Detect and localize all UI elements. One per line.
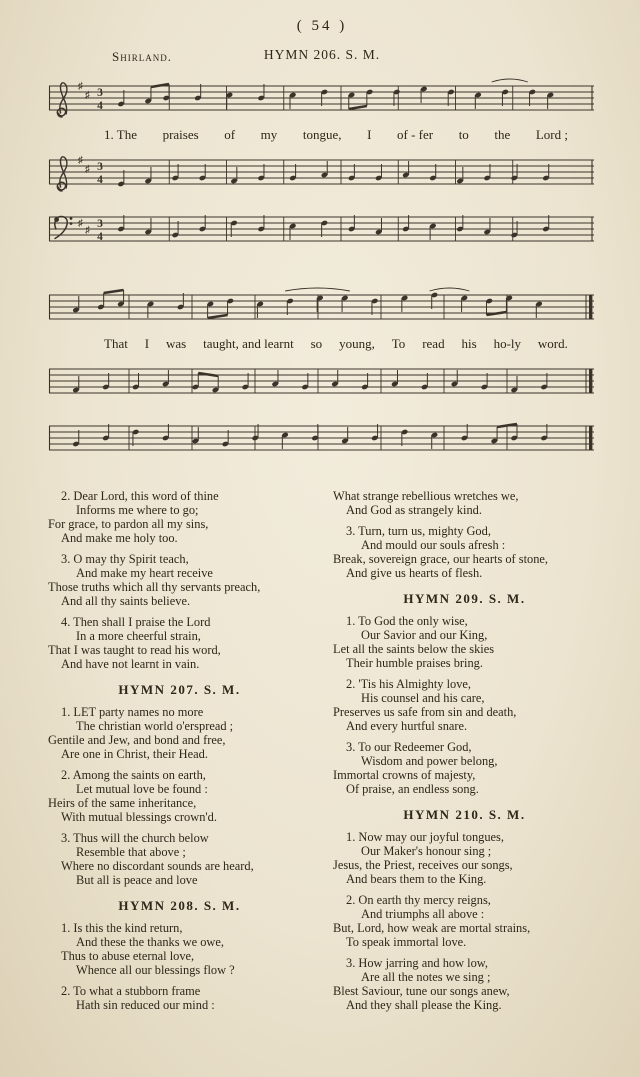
lyric-syllable: I	[367, 127, 372, 142]
verse-line: The christian world o'erspread ;	[76, 719, 234, 733]
verse-line: 1. LET party names no more	[61, 705, 204, 719]
music-score	[48, 71, 596, 467]
time-signature: 3	[97, 87, 103, 99]
verse-line: Thus to abuse eternal love,	[61, 949, 195, 963]
sharp-icon: ♯	[78, 155, 83, 166]
sharp-icon: ♯	[85, 90, 90, 101]
verse-line: Are all the notes we sing ;	[361, 970, 491, 984]
verse-line: And every hurtful snare.	[346, 719, 468, 733]
lyric-syllable: praises	[162, 127, 199, 142]
verse	[333, 677, 596, 733]
melody-staff	[48, 71, 596, 127]
verse-line: Gentile and Jew, and bond and free,	[48, 733, 226, 747]
verse-line: Preserves us safe from sin and death,	[333, 705, 517, 719]
verse-line: And God as strangely kind.	[346, 503, 482, 517]
time-signature: 4	[97, 100, 103, 112]
verse	[333, 956, 596, 1012]
verse	[48, 921, 311, 977]
verse-line: Those truths which all thy servants preach,	[48, 580, 261, 594]
lyric-syllable: That	[104, 336, 128, 351]
music-staff-graphic	[48, 280, 596, 336]
lyric-syllable: 1. The	[104, 127, 137, 142]
verse	[48, 984, 311, 1012]
verse	[48, 831, 311, 887]
music-staff-graphic	[48, 411, 596, 467]
lyric-syllable: of - fer	[397, 127, 434, 142]
sharp-icon: ♯	[85, 164, 90, 175]
verse-line: And all thy saints believe.	[61, 594, 191, 608]
verse-line: 3. How jarring and how low,	[346, 956, 489, 970]
music-system-2	[48, 280, 596, 467]
verse-line: And bears them to the King.	[346, 872, 487, 886]
score-header	[48, 47, 596, 67]
lyric-syllable: to	[458, 127, 469, 142]
verse-line: What strange rebellious wretches we,	[333, 489, 519, 503]
music-system-1	[48, 71, 596, 258]
page-number: ( 54 )	[296, 18, 348, 34]
time-signature: 4	[97, 174, 103, 186]
verse-line: 3. Thus will the church below	[61, 831, 209, 845]
verse-line: And triumphs all above :	[361, 907, 485, 921]
verse	[333, 614, 596, 670]
verse-line: Jesus, the Priest, receives our songs,	[333, 858, 513, 872]
lyric-syllable: To	[391, 336, 406, 351]
verse-line: 1. To God the only wise,	[346, 614, 468, 628]
verse-line: Immortal crowns of majesty,	[333, 768, 476, 782]
lyric-syllable: young,	[339, 336, 375, 351]
lyric-syllable: so	[310, 336, 323, 351]
verse-line: Hath sin reduced our mind :	[76, 998, 215, 1012]
verse-line: 2. To what a stubborn frame	[61, 984, 201, 998]
verse-line: That I was taught to read his word,	[48, 643, 221, 657]
verse-line: Resemble that above ;	[76, 845, 186, 859]
verse	[333, 489, 596, 517]
verse-line: Whence all our blessings flow ?	[76, 963, 235, 977]
alto-staff	[48, 354, 596, 410]
verse-line: To speak immortal love.	[346, 935, 467, 949]
verse-line: Let all the saints below the skies	[333, 642, 495, 656]
verse-line: Heirs of the same inheritance,	[48, 796, 197, 810]
verse-line: Blest Saviour, tune our songs anew,	[333, 984, 510, 998]
verse-line: And give us hearts of flesh.	[346, 566, 483, 580]
sharp-icon: ♯	[78, 81, 83, 92]
bass-staff	[48, 411, 596, 467]
verse	[333, 740, 596, 796]
lyric-syllable: tongue,	[302, 127, 342, 142]
verse	[333, 893, 596, 949]
verse-line: Informs me where to go;	[76, 503, 199, 517]
verse-line: And make me holy too.	[61, 531, 178, 545]
bass-staff	[48, 202, 596, 258]
verse-line: And have not learnt in vain.	[61, 657, 200, 671]
tune-name: Shirland.	[112, 49, 172, 64]
verse-line: And make my heart receive	[76, 566, 213, 580]
verse-line: Let mutual love be found :	[76, 782, 208, 796]
verse-line: 2. 'Tis his Almighty love,	[346, 677, 472, 691]
music-staff-graphic	[48, 71, 596, 127]
verse-line: But, Lord, how weak are mortal strains,	[333, 921, 531, 935]
verse-line: Of praise, an endless song.	[346, 782, 479, 796]
time-signature: 3	[97, 161, 103, 173]
lyric-line-1	[48, 126, 596, 143]
time-signature: 4	[97, 231, 103, 243]
verse-line: Their humble praises bring.	[346, 656, 483, 670]
hymn-heading: HYMN 209. S. M.	[403, 591, 526, 606]
lyric-syllable: of	[224, 127, 236, 142]
verse-line: 1. Is this the kind return,	[61, 921, 183, 935]
verse-line: 2. Dear Lord, this word of thine	[61, 489, 219, 503]
music-staff-graphic	[48, 354, 596, 410]
treble-clef-icon	[57, 157, 67, 191]
verse	[333, 524, 596, 580]
hymn-text-columns	[48, 489, 596, 1019]
alto-staff	[48, 145, 596, 201]
verse-line: With mutual blessings crown'd.	[61, 810, 217, 824]
verse-line: 2. Among the saints on earth,	[61, 768, 206, 782]
verse	[48, 705, 311, 761]
verse-line: 1. Now may our joyful tongues,	[346, 830, 504, 844]
verse-line: 3. Turn, turn us, mighty God,	[346, 524, 491, 538]
lyric-syllable: word.	[537, 336, 568, 351]
lyric-syllable: was	[165, 336, 187, 351]
verse-line: But all is peace and love	[76, 873, 198, 887]
lyric-syllable: I	[144, 336, 150, 351]
verse-line: 3. O may thy Spirit teach,	[61, 552, 189, 566]
lyric-syllable: ho-ly	[493, 336, 522, 351]
verse-line: Wisdom and power belong,	[361, 754, 498, 768]
verse	[48, 489, 311, 545]
column-left	[48, 489, 311, 1019]
verse-line: And they shall please the King.	[346, 998, 502, 1012]
lyric-syllable: my	[260, 127, 278, 142]
verse-line: 3. To our Redeemer God,	[346, 740, 472, 754]
music-staff-graphic	[48, 202, 596, 258]
hymn-heading: HYMN 208. S. M.	[118, 898, 241, 913]
verse-line: His counsel and his care,	[361, 691, 485, 705]
verse-line: Where no discordant sounds are heard,	[61, 859, 254, 873]
verse-line: For grace, to pardon all my sins,	[48, 517, 209, 531]
melody-staff	[48, 280, 596, 336]
sharp-icon: ♯	[78, 218, 83, 229]
verse	[333, 830, 596, 886]
verse-line: Are one in Christ, their Head.	[61, 747, 208, 761]
verse-line: 2. On earth thy mercy reigns,	[346, 893, 491, 907]
verse-line: In a more cheerful strain,	[76, 629, 201, 643]
lyric-syllable: the	[494, 127, 511, 142]
music-staff-graphic	[48, 145, 596, 201]
verse	[48, 615, 311, 671]
hymn-heading: HYMN 210. S. M.	[403, 807, 526, 822]
verse	[48, 552, 311, 608]
verse-line: 4. Then shall I praise the Lord	[61, 615, 211, 629]
hymn-heading: HYMN 207. S. M.	[118, 682, 241, 697]
lyric-syllable: read	[422, 336, 445, 351]
lyric-syllable: Lord ;	[535, 127, 568, 142]
treble-clef-icon	[57, 83, 67, 117]
verse	[48, 768, 311, 824]
hymn-title: HYMN 206. S. M.	[263, 47, 381, 62]
column-right	[333, 489, 596, 1019]
verse-line: Our Savior and our King,	[361, 628, 488, 642]
sharp-icon: ♯	[85, 225, 90, 236]
lyric-syllable: taught, and learnt	[203, 336, 294, 351]
verse-line: Our Maker's honour sing ;	[361, 844, 492, 858]
verse-line: And mould our souls afresh :	[361, 538, 506, 552]
lyric-line-2	[48, 335, 596, 352]
verse-line: Break, sovereign grace, our hearts of stone,	[333, 552, 549, 566]
time-signature: 3	[97, 218, 103, 230]
verse-line: And these the thanks we owe,	[76, 935, 224, 949]
lyric-syllable: his	[461, 336, 477, 351]
